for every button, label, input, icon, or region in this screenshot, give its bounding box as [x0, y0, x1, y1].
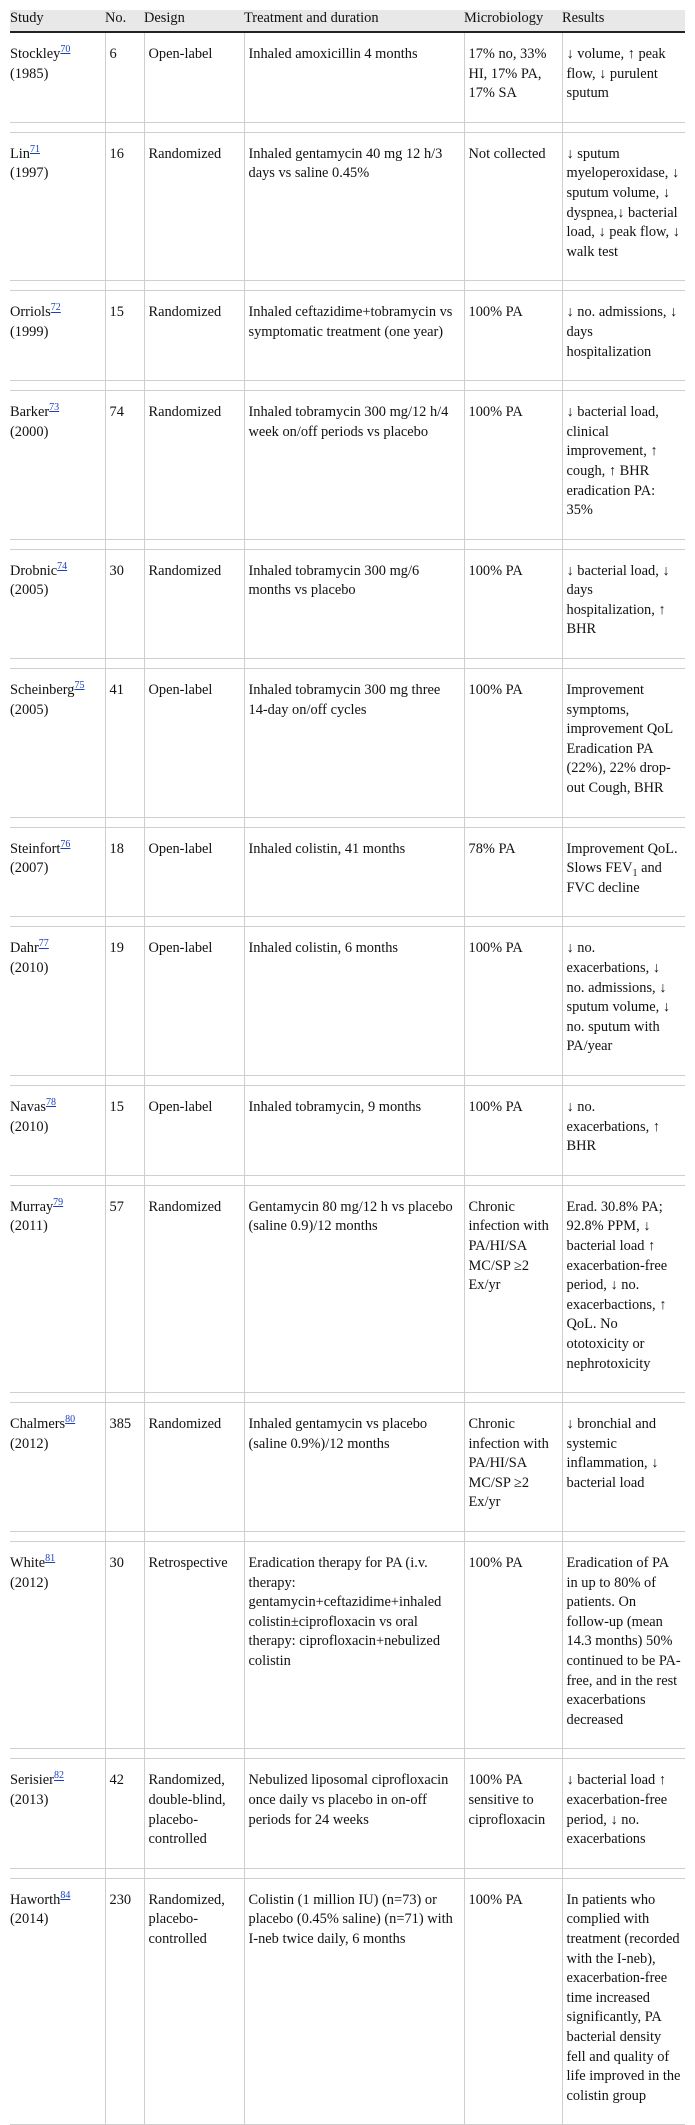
- cell-no: 30: [105, 549, 144, 658]
- cell-microbiology: 100% PA: [464, 1878, 562, 2125]
- row-spacer: [10, 1393, 685, 1403]
- study-year: (2012): [10, 1574, 49, 1591]
- header-results: Results: [562, 10, 685, 32]
- reference-link[interactable]: 72: [50, 302, 61, 314]
- spacer-cell: [244, 381, 464, 391]
- table-row: [10, 291, 685, 381]
- spacer-cell: [464, 817, 562, 827]
- cell-results: ↓ bacterial load, clinical improvement, ↑ cough, ↑ BHR eradication PA: 35%: [562, 391, 685, 540]
- spacer-cell: [10, 1175, 105, 1185]
- study-year: (2012): [10, 1435, 49, 1452]
- row-spacer: [10, 539, 685, 549]
- spacer-cell: [105, 917, 144, 927]
- spacer-cell: [562, 1532, 685, 1542]
- row-spacer: [10, 1532, 685, 1542]
- study-author: Barker: [10, 404, 50, 421]
- reference-link[interactable]: 80: [65, 1414, 76, 1426]
- study-year: (2014): [10, 1911, 49, 1928]
- spacer-cell: [10, 539, 105, 549]
- study-year: (2005): [10, 701, 49, 718]
- spacer-cell: [144, 659, 244, 669]
- spacer-cell: [244, 1749, 464, 1759]
- table-row: [10, 1542, 685, 1749]
- table-row: [10, 549, 685, 658]
- reference-link[interactable]: 70: [60, 44, 71, 56]
- spacer-cell: [144, 1393, 244, 1403]
- spacer-cell: [244, 817, 464, 827]
- results-text: and FVC decline: [566, 860, 662, 896]
- cell-design: Randomized: [144, 132, 244, 281]
- spacer-cell: [10, 659, 105, 669]
- cell-design: Randomized, placebo-controlled: [144, 1878, 244, 2125]
- spacer-cell: [105, 1749, 144, 1759]
- row-spacer: [10, 817, 685, 827]
- study-year: (2010): [10, 1118, 49, 1135]
- spacer-cell: [562, 122, 685, 132]
- study-year: (2013): [10, 1792, 49, 1808]
- table-row: [10, 32, 685, 122]
- study-author: Dahr: [10, 940, 39, 957]
- cell-no: 230: [105, 1878, 144, 2125]
- cell-study: [10, 1085, 105, 1175]
- spacer-cell: [10, 1393, 105, 1403]
- reference-link[interactable]: 71: [29, 143, 40, 155]
- cell-no: 42: [105, 1759, 144, 1868]
- cell-microbiology: 100% PA: [464, 669, 562, 818]
- cell-results: Erad. 30.8% PA; 92.8% PPM, ↓ bacterial load ↑ exacerbation-free period, ↓ no. exacerbactions, ↑ QoL. No ototoxicity or nephrotoxicity: [562, 1185, 685, 1392]
- cell-design: Open-label: [144, 669, 244, 818]
- cell-microbiology: 100% PA: [464, 1085, 562, 1175]
- row-spacer: [10, 1749, 685, 1759]
- cell-results: In patients who complied with treatment (recorded with the I-neb), exacerbation-free time increased significantly, PA bacterial density fell and quality of life improved in the colistin group: [562, 1878, 685, 2125]
- table-row: [10, 927, 685, 1076]
- cell-study: [10, 291, 105, 381]
- row-spacer: [10, 281, 685, 291]
- cell-no: 15: [105, 291, 144, 381]
- study-author: Navas: [10, 1098, 46, 1115]
- spacer-cell: [244, 1075, 464, 1085]
- cell-treatment: Nebulized liposomal ciprofloxacin once daily vs placebo in on-off periods for 24 weeks: [244, 1759, 464, 1868]
- spacer-cell: [10, 1868, 105, 1878]
- cell-study: [10, 1403, 105, 1532]
- study-year: (2000): [10, 423, 49, 440]
- cell-results: ↓ volume, ↑ peak flow, ↓ purulent sputum: [562, 32, 685, 122]
- cell-treatment: Eradication therapy for PA (i.v. therapy: gentamycin+ceftazidime+inhaled colistin±ciprofloxacin vs oral therapy: ciprofloxacin+nebulized colistin: [244, 1542, 464, 1749]
- row-spacer: [10, 122, 685, 132]
- cell-study: [10, 1185, 105, 1392]
- cell-study: [10, 391, 105, 540]
- spacer-cell: [244, 281, 464, 291]
- studies-table: [10, 10, 685, 2125]
- spacer-cell: [105, 1393, 144, 1403]
- cell-study: [10, 669, 105, 818]
- spacer-cell: [10, 1532, 105, 1542]
- spacer-cell: [144, 917, 244, 927]
- cell-study: [10, 132, 105, 281]
- cell-microbiology: Not collected: [464, 132, 562, 281]
- cell-treatment: Inhaled ceftazidime+tobramycin vs symptomatic treatment (one year): [244, 291, 464, 381]
- cell-no: 6: [105, 32, 144, 122]
- table-row: [10, 1878, 685, 2125]
- spacer-cell: [562, 1393, 685, 1403]
- results-text: Improvement QoL. Slows FEV: [566, 840, 678, 877]
- reference-link[interactable]: 82: [53, 1770, 64, 1782]
- spacer-cell: [244, 539, 464, 549]
- table-row: [10, 1403, 685, 1532]
- spacer-cell: [105, 817, 144, 827]
- reference-link[interactable]: 78: [45, 1097, 56, 1109]
- cell-microbiology: Chronic infection with PA/HI/SA MC/SP ≥2 Ex/yr: [464, 1403, 562, 1532]
- cell-study: [10, 1542, 105, 1749]
- cell-design: Open-label: [144, 927, 244, 1076]
- study-author: Murray: [10, 1198, 54, 1215]
- spacer-cell: [105, 659, 144, 669]
- table-row: [10, 391, 685, 540]
- cell-results: ↓ no. exacerbations, ↓ no. admissions, ↓ sputum volume, ↓ no. sputum with PA/year: [562, 927, 685, 1076]
- spacer-cell: [144, 817, 244, 827]
- reference-link[interactable]: 84: [60, 1889, 71, 1901]
- cell-design: Randomized: [144, 391, 244, 540]
- reference-link[interactable]: 75: [74, 680, 85, 692]
- header-study: Study: [10, 10, 105, 32]
- cell-treatment: Inhaled gentamycin 40 mg 12 h/3 days vs saline 0.45%: [244, 132, 464, 281]
- spacer-cell: [464, 917, 562, 927]
- spacer-cell: [105, 1868, 144, 1878]
- spacer-cell: [464, 659, 562, 669]
- spacer-cell: [144, 381, 244, 391]
- study-author: Serisier: [10, 1772, 54, 1789]
- cell-results: ↓ bacterial load ↑ exacerbation-free period, ↓ no. exacerbations: [562, 1759, 685, 1868]
- spacer-cell: [244, 1175, 464, 1185]
- spacer-cell: [562, 659, 685, 669]
- cell-design: Randomized: [144, 1403, 244, 1532]
- row-spacer: [10, 917, 685, 927]
- row-spacer: [10, 381, 685, 391]
- cell-treatment: Inhaled amoxicillin 4 months: [244, 32, 464, 122]
- study-author: Haworth: [10, 1891, 61, 1908]
- spacer-cell: [244, 122, 464, 132]
- cell-results: ↓ bacterial load, ↓ days hospitalization, ↑ BHR: [562, 549, 685, 658]
- spacer-cell: [144, 1175, 244, 1185]
- cell-study: [10, 32, 105, 122]
- cell-no: 19: [105, 927, 144, 1076]
- study-author: Lin: [10, 145, 30, 162]
- cell-results: Improvement symptoms, improvement QoL Eradication PA (22%), 22% drop-out Cough, BHR: [562, 669, 685, 818]
- row-spacer: [10, 1868, 685, 1878]
- row-spacer: [10, 659, 685, 669]
- cell-no: 57: [105, 1185, 144, 1392]
- spacer-cell: [562, 381, 685, 391]
- study-author: Orriols: [10, 304, 51, 321]
- table-row: [10, 1759, 685, 1868]
- spacer-cell: [562, 1175, 685, 1185]
- cell-study: [10, 549, 105, 658]
- cell-microbiology: Chronic infection with PA/HI/SA MC/SP ≥2 Ex/yr: [464, 1185, 562, 1392]
- spacer-cell: [464, 1532, 562, 1542]
- cell-results: Eradication of PA in up to 80% of patients. On follow-up (mean 14.3 months) 50% continued to be PA-free, and in the rest exacerbations decreased: [562, 1542, 685, 1749]
- cell-treatment: Inhaled colistin, 6 months: [244, 927, 464, 1076]
- table-header: [10, 10, 685, 32]
- spacer-cell: [144, 539, 244, 549]
- study-year: (1999): [10, 323, 49, 340]
- spacer-cell: [144, 1075, 244, 1085]
- spacer-cell: [562, 1075, 685, 1085]
- cell-treatment: Inhaled colistin, 41 months: [244, 827, 464, 917]
- header-design: Design: [144, 10, 244, 32]
- spacer-cell: [562, 1749, 685, 1759]
- spacer-cell: [10, 281, 105, 291]
- cell-results: ↓ sputum myeloperoxidase, ↓ sputum volume, ↓ dyspnea,↓ bacterial load, ↓ peak flow, ↓ walk test: [562, 132, 685, 281]
- spacer-cell: [244, 1868, 464, 1878]
- spacer-cell: [105, 539, 144, 549]
- reference-link[interactable]: 73: [49, 402, 60, 414]
- spacer-cell: [464, 281, 562, 291]
- cell-treatment: Inhaled tobramycin 300 mg/6 months vs placebo: [244, 549, 464, 658]
- spacer-cell: [144, 281, 244, 291]
- reference-link[interactable]: 74: [57, 560, 68, 572]
- cell-microbiology: 17% no, 33% HI, 17% PA, 17% SA: [464, 32, 562, 122]
- header-treatment: Treatment and duration: [244, 10, 464, 32]
- study-year: (2011): [10, 1218, 48, 1235]
- cell-no: 18: [105, 827, 144, 917]
- spacer-cell: [10, 1075, 105, 1085]
- study-year: (2007): [10, 860, 49, 877]
- cell-design: Open-label: [144, 827, 244, 917]
- spacer-cell: [10, 122, 105, 132]
- spacer-cell: [105, 122, 144, 132]
- cell-treatment: Colistin (1 million IU) (n=73) or placebo (0.45% saline) (n=71) with I-neb twice daily, 6 months: [244, 1878, 464, 2125]
- cell-results: ↓ no. exacerbations, ↑ BHR: [562, 1085, 685, 1175]
- reference-link[interactable]: 81: [45, 1553, 56, 1565]
- cell-no: 16: [105, 132, 144, 281]
- table-row: [10, 1185, 685, 1392]
- spacer-cell: [562, 817, 685, 827]
- results-subscript: 1: [632, 868, 638, 880]
- spacer-cell: [464, 122, 562, 132]
- row-spacer: [10, 1075, 685, 1085]
- cell-treatment: Inhaled tobramycin 300 mg/12 h/4 week on/off periods vs placebo: [244, 391, 464, 540]
- spacer-cell: [10, 381, 105, 391]
- spacer-cell: [10, 817, 105, 827]
- cell-design: Retrospective: [144, 1542, 244, 1749]
- spacer-cell: [10, 1749, 105, 1759]
- cell-no: 74: [105, 391, 144, 540]
- cell-design: Randomized: [144, 1185, 244, 1392]
- cell-treatment: Inhaled tobramycin, 9 months: [244, 1085, 464, 1175]
- header-no: No.: [105, 10, 144, 32]
- header-microbiology: Microbiology: [464, 10, 562, 32]
- spacer-cell: [144, 1868, 244, 1878]
- spacer-cell: [144, 1532, 244, 1542]
- reference-link[interactable]: 77: [38, 938, 49, 950]
- spacer-cell: [105, 1075, 144, 1085]
- spacer-cell: [244, 1532, 464, 1542]
- study-author: Drobnic: [10, 562, 58, 579]
- cell-no: 385: [105, 1403, 144, 1532]
- spacer-cell: [144, 1749, 244, 1759]
- study-year: (2010): [10, 960, 49, 976]
- cell-no: 30: [105, 1542, 144, 1749]
- spacer-cell: [464, 1393, 562, 1403]
- spacer-cell: [244, 659, 464, 669]
- cell-study: [10, 827, 105, 917]
- row-spacer: [10, 1175, 685, 1185]
- spacer-cell: [464, 1868, 562, 1878]
- reference-link[interactable]: 79: [53, 1196, 64, 1208]
- table-row: [10, 1085, 685, 1175]
- spacer-cell: [464, 539, 562, 549]
- spacer-cell: [562, 281, 685, 291]
- cell-design: Open-label: [144, 1085, 244, 1175]
- cell-microbiology: 100% PA: [464, 549, 562, 658]
- spacer-cell: [244, 917, 464, 927]
- cell-microbiology: 100% PA sensitive to ciprofloxacin: [464, 1759, 562, 1868]
- spacer-cell: [562, 917, 685, 927]
- table-row: [10, 669, 685, 818]
- cell-treatment: Inhaled gentamycin vs placebo (saline 0.9%)/12 months: [244, 1403, 464, 1532]
- cell-treatment: Inhaled tobramycin 300 mg three 14-day on/off cycles: [244, 669, 464, 818]
- cell-results: ↓ bronchial and systemic inflammation, ↓ bacterial load: [562, 1403, 685, 1532]
- cell-no: 15: [105, 1085, 144, 1175]
- spacer-cell: [244, 1393, 464, 1403]
- cell-treatment: Gentamycin 80 mg/12 h vs placebo (saline 0.9)/12 months: [244, 1185, 464, 1392]
- spacer-cell: [562, 539, 685, 549]
- study-author: Scheinberg: [10, 682, 75, 699]
- cell-microbiology: 78% PA: [464, 827, 562, 917]
- study-year: (1997): [10, 165, 49, 182]
- cell-design: Randomized: [144, 549, 244, 658]
- cell-results: [562, 827, 685, 917]
- cell-design: Open-label: [144, 32, 244, 122]
- reference-link[interactable]: 76: [60, 838, 71, 850]
- cell-no: 41: [105, 669, 144, 818]
- cell-microbiology: 100% PA: [464, 391, 562, 540]
- cell-study: [10, 927, 105, 1076]
- spacer-cell: [464, 1749, 562, 1759]
- study-author: Steinfort: [10, 840, 61, 857]
- study-author: Stockley: [10, 46, 61, 62]
- study-year: (1985): [10, 65, 49, 82]
- study-author: White: [10, 1555, 46, 1572]
- cell-results: ↓ no. admissions, ↓ days hospitalization: [562, 291, 685, 381]
- spacer-cell: [464, 381, 562, 391]
- spacer-cell: [105, 381, 144, 391]
- cell-study: [10, 1759, 105, 1868]
- spacer-cell: [562, 1868, 685, 1878]
- cell-design: Randomized: [144, 291, 244, 381]
- spacer-cell: [144, 122, 244, 132]
- table-row: [10, 827, 685, 917]
- study-year: (2005): [10, 582, 49, 599]
- cell-microbiology: 100% PA: [464, 291, 562, 381]
- cell-design: Randomized, double-blind, placebo-controlled: [144, 1759, 244, 1868]
- table-body: [10, 32, 685, 2125]
- spacer-cell: [105, 281, 144, 291]
- cell-study: [10, 1878, 105, 2125]
- table-row: [10, 132, 685, 281]
- spacer-cell: [105, 1175, 144, 1185]
- cell-microbiology: 100% PA: [464, 1542, 562, 1749]
- spacer-cell: [464, 1075, 562, 1085]
- spacer-cell: [105, 1532, 144, 1542]
- spacer-cell: [10, 917, 105, 927]
- cell-microbiology: 100% PA: [464, 927, 562, 1076]
- spacer-cell: [464, 1175, 562, 1185]
- study-author: Chalmers: [10, 1416, 66, 1433]
